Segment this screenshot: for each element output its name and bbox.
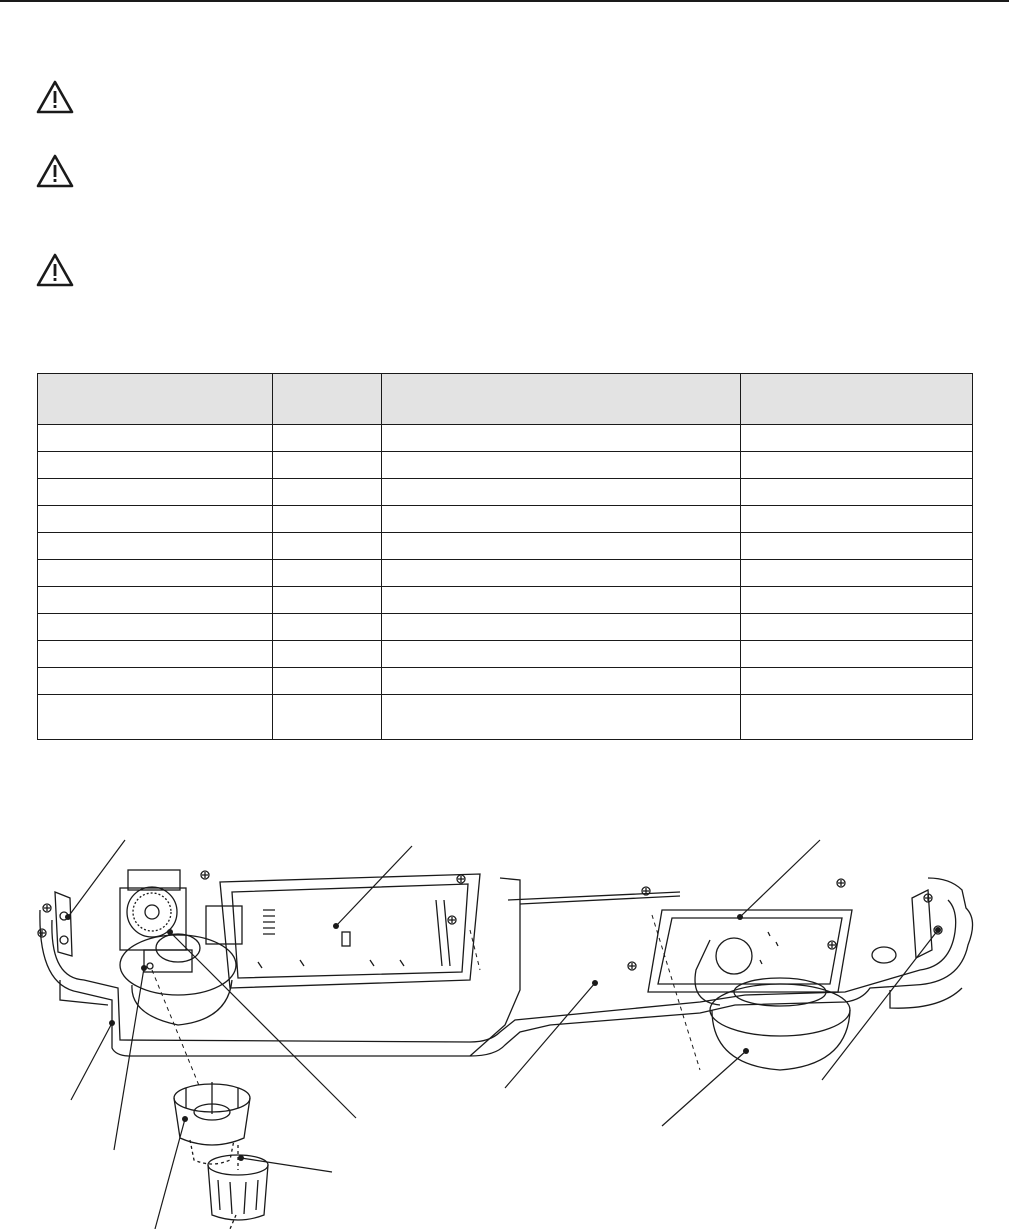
table-cell: [741, 668, 973, 695]
left-bracket: [55, 892, 72, 956]
table-cell: [38, 479, 273, 506]
table-header-row: [38, 374, 973, 425]
table-cell: [38, 452, 273, 479]
right-board: [648, 910, 852, 992]
table-cell: [273, 506, 382, 533]
table-cell: [38, 641, 273, 668]
table-cell: [741, 479, 973, 506]
table-row: [38, 425, 973, 452]
table-cell: [382, 506, 741, 533]
table-cell: [273, 587, 382, 614]
table-row: [38, 587, 973, 614]
column-header: [382, 374, 741, 425]
table-cell: [273, 452, 382, 479]
table-cell: [741, 641, 973, 668]
table-cell: [273, 641, 382, 668]
parts-table: [37, 373, 973, 740]
table-cell: [382, 587, 741, 614]
table-cell: [38, 695, 273, 740]
table-row: [38, 668, 973, 695]
table-cell: [382, 425, 741, 452]
control-board: [206, 874, 480, 988]
table-cell: [273, 695, 382, 740]
table-cell: [382, 641, 741, 668]
table-cell: [273, 533, 382, 560]
table-cell: [38, 668, 273, 695]
table-row: [38, 506, 973, 533]
table-cell: [273, 479, 382, 506]
table-cell: [741, 425, 973, 452]
table-cell: [382, 614, 741, 641]
table-cell: [382, 695, 741, 740]
table-cell: [741, 452, 973, 479]
column-header: [38, 374, 273, 425]
warning-triangle-icon: [36, 253, 74, 287]
screw-icons: [38, 871, 932, 970]
table-row: [38, 533, 973, 560]
warning-triangle-icon: [36, 80, 74, 114]
drive-gear-module: [120, 870, 192, 972]
table-cell: [38, 506, 273, 533]
table-cell: [741, 560, 973, 587]
table-row: [38, 614, 973, 641]
column-header: [273, 374, 382, 425]
table-cell: [741, 614, 973, 641]
table-cell: [38, 425, 273, 452]
table-cell: [273, 560, 382, 587]
table-cell: [38, 587, 273, 614]
table-cell: [38, 614, 273, 641]
table-row: [38, 695, 973, 740]
table-cell: [273, 668, 382, 695]
table-cell: [38, 560, 273, 587]
warning-triangle-icon: [36, 154, 74, 188]
gear-cup: [208, 1145, 268, 1229]
table-cell: [741, 506, 973, 533]
callout-dots: [65, 914, 941, 1161]
exploded-view-diagram: [0, 820, 1009, 1229]
table-cell: [382, 668, 741, 695]
table-cell: [382, 452, 741, 479]
column-header: [741, 374, 973, 425]
table-row: [38, 479, 973, 506]
table-row: [38, 560, 973, 587]
table-cell: [382, 479, 741, 506]
alignment-lines: [152, 915, 700, 1088]
table-cell: [382, 533, 741, 560]
table-cell: [741, 587, 973, 614]
table-cell: [38, 533, 273, 560]
table-cell: [273, 614, 382, 641]
table-cell: [273, 425, 382, 452]
table-cell: [741, 695, 973, 740]
table-cell: [382, 560, 741, 587]
top-rule: [0, 0, 1009, 2]
table-row: [38, 452, 973, 479]
table-row: [38, 641, 973, 668]
table-cell: [741, 533, 973, 560]
